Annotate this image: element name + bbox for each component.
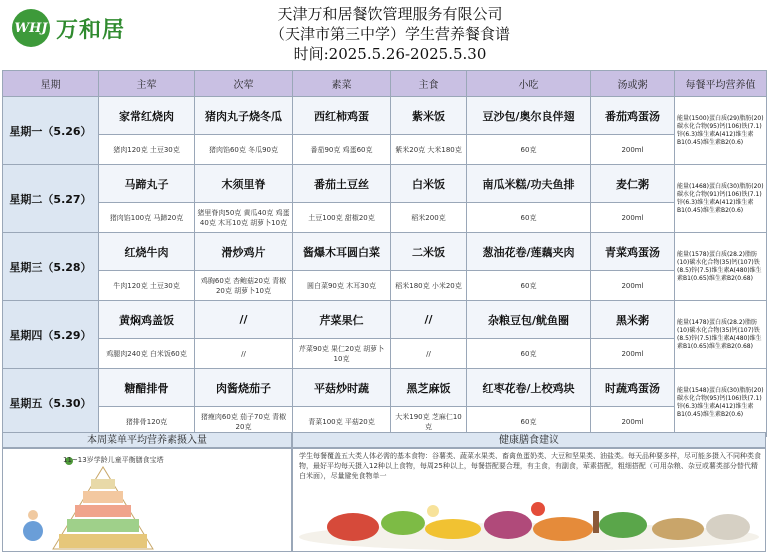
dish-vegetable: 番茄土豆丝	[293, 165, 391, 203]
dish-row	[3, 97, 767, 135]
qty-snack: 60克	[467, 135, 591, 165]
qty-snack: 60克	[467, 203, 591, 233]
quantity-row	[3, 135, 767, 165]
qty-staple: 稻米180克 小米20克	[391, 271, 467, 301]
dish-snack: 葱油花卷/莲藕夹肉	[467, 233, 591, 271]
weekday-cell: 星期五（5.30）	[3, 369, 99, 437]
qty-vegetable: 芹菜90克 果仁20克 胡萝卜10克	[293, 339, 391, 369]
page-header	[0, 0, 768, 70]
nutrition-cell: 能量(1478)蛋白质(28.2)脂肪(10)碳水化合物(35)钙(107)铁(8.5)锌(7.5)维生素A(480)维生素B1(0.65)维生素B2(0.68)	[675, 301, 767, 369]
date-range: 时间:2025.5.26-2025.5.30	[293, 45, 487, 63]
col-main-meat: 主荤	[99, 71, 195, 97]
dish-soup: 时蔬鸡蛋汤	[591, 369, 675, 407]
qty-soup: 200ml	[591, 271, 675, 301]
logo-mark: WHJ	[12, 9, 50, 47]
company-logo	[12, 8, 152, 48]
weekday-cell: 星期二（5.27）	[3, 165, 99, 233]
healthy-food-illustration	[293, 449, 765, 551]
qty-staple: 稻米200克	[391, 203, 467, 233]
col-second-meat: 次荤	[195, 71, 293, 97]
quantity-row	[3, 339, 767, 369]
dish-second-meat: 滑炒鸡片	[195, 233, 293, 271]
dish-soup: 黑米粥	[591, 301, 675, 339]
nutrition-cell: 能量(1500)蛋白质(29)脂肪(20)碳水化合物(95)钙(106)铁(7.1)锌(6.3)维生素A(412)维生素B1(0.45)维生素B2(0.6)	[675, 97, 767, 165]
dish-snack: 豆沙包/奥尔良伴翅	[467, 97, 591, 135]
title-block	[200, 4, 580, 64]
dish-row	[3, 233, 767, 271]
quantity-row	[3, 271, 767, 301]
qty-main-meat: 猪肉120克 土豆30克	[99, 135, 195, 165]
dish-vegetable: 西红柿鸡蛋	[293, 97, 391, 135]
qty-staple: 紫米20克 大米180克	[391, 135, 467, 165]
dish-main-meat: 糖醋排骨	[99, 369, 195, 407]
dish-staple: 二米饭	[391, 233, 467, 271]
qty-second-meat: //	[195, 339, 293, 369]
qty-second-meat: 鸡胸60克 杏鲍菇20克 青椒20克 胡萝卜10克	[195, 271, 293, 301]
qty-snack: 60克	[467, 407, 591, 437]
dish-snack: 杂粮豆包/鱿鱼圈	[467, 301, 591, 339]
qty-soup: 200ml	[591, 407, 675, 437]
dish-staple: 紫米饭	[391, 97, 467, 135]
dish-staple: 黑芝麻饭	[391, 369, 467, 407]
col-snack: 小吃	[467, 71, 591, 97]
qty-second-meat: 猪里脊肉50克 黄瓜40克 鸡蛋40克 木耳10克 胡萝卜10克	[195, 203, 293, 233]
nutrition-cell: 能量(1548)蛋白质(30)脂肪(20)碳水化合物(95)钙(106)铁(7.1)锌(6.3)维生素A(412)维生素B1(0.45)维生素B2(0.6)	[675, 369, 767, 437]
dish-vegetable: 平菇炒时蔬	[293, 369, 391, 407]
dish-main-meat: 马蹄丸子	[99, 165, 195, 203]
weekday-cell: 星期三（5.28）	[3, 233, 99, 301]
diet-advice-heading: 健康膳食建议	[292, 432, 766, 448]
col-soup: 汤或粥	[591, 71, 675, 97]
logo-text: 万和居	[56, 16, 126, 43]
qty-soup: 200ml	[591, 135, 675, 165]
qty-soup: 200ml	[591, 203, 675, 233]
company-title: 天津万和居餐饮管理服务有限公司	[277, 5, 503, 23]
nutrient-intake-heading: 本周菜单平均营养素摄入量	[2, 432, 292, 448]
dish-soup: 麦仁粥	[591, 165, 675, 203]
food-pyramid-panel	[2, 448, 292, 552]
weekday-cell: 星期四（5.29）	[3, 301, 99, 369]
qty-main-meat: 牛肉120克 土豆30克	[99, 271, 195, 301]
quantity-row	[3, 203, 767, 233]
qty-staple: //	[391, 339, 467, 369]
dish-staple: 白米饭	[391, 165, 467, 203]
dish-main-meat: 家常红烧肉	[99, 97, 195, 135]
dish-row	[3, 369, 767, 407]
dish-second-meat: //	[195, 301, 293, 339]
dish-soup: 番茄鸡蛋汤	[591, 97, 675, 135]
nutrition-cell: 能量(1578)蛋白质(28.2)脂肪(10)碳水化合物(35)钙(107)铁(8.5)锌(7.5)维生素A(480)维生素B1(0.65)维生素B2(0.68)	[675, 233, 767, 301]
qty-vegetable: 圆白菜90克 木耳30克	[293, 271, 391, 301]
dish-vegetable: 芹菜果仁	[293, 301, 391, 339]
qty-main-meat: 猪肉馅100克 马蹄20克	[99, 203, 195, 233]
dish-row	[3, 165, 767, 203]
col-weekday: 星期	[3, 71, 99, 97]
qty-staple: 大米190克 芝麻仁10克	[391, 407, 467, 437]
qty-vegetable: 土豆100克 甜椒20克	[293, 203, 391, 233]
header-row	[3, 71, 767, 97]
diet-advice-text: 学生每餐覆盖五大类人体必需的基本食物：谷薯类、蔬菜水果类、畜禽鱼蛋奶类、大豆和坚果类、油盐类。每天品种要多样，尽可能多摄入不同种类食物，最好平均每天摄入12种以上食物，每周25种以上，每餐搭配要合理，有主食，有副食，荤素搭配，粗细搭配（可用杂粮、杂豆或薯类部分替代精白米面），尽量避免食物单一	[299, 452, 761, 480]
qty-second-meat: 猪瘦肉60克 茄子70克 青椒20克	[195, 407, 293, 437]
qty-soup: 200ml	[591, 339, 675, 369]
nutrition-cell: 能量(1468)蛋白质(30)脂肪(20)碳水化合物(91)钙(106)铁(7.1)锌(6.3)维生素A(412)维生素B1(0.45)维生素B2(0.6)	[675, 165, 767, 233]
dish-staple: //	[391, 301, 467, 339]
qty-main-meat: 猪排骨120克	[99, 407, 195, 437]
qty-second-meat: 猪肉馅60克 冬瓜90克	[195, 135, 293, 165]
weekday-cell: 星期一（5.26）	[3, 97, 99, 165]
qty-snack: 60克	[467, 271, 591, 301]
menu-table	[2, 70, 767, 437]
qty-vegetable: 青菜100克 平菇20克	[293, 407, 391, 437]
col-nutrition: 每餐平均营养值	[675, 71, 767, 97]
col-staple: 主食	[391, 71, 467, 97]
dish-second-meat: 木须里脊	[195, 165, 293, 203]
qty-main-meat: 鸡腿肉240克 白米饭60克	[99, 339, 195, 369]
pyramid-title: 11~13岁学龄儿童平衡膳食宝塔	[63, 456, 164, 464]
qty-vegetable: 番茄90克 鸡蛋60克	[293, 135, 391, 165]
dish-vegetable: 酱爆木耳圆白菜	[293, 233, 391, 271]
dish-main-meat: 黄焖鸡盖饭	[99, 301, 195, 339]
dish-soup: 青菜鸡蛋汤	[591, 233, 675, 271]
dish-row	[3, 301, 767, 339]
menu-title: （天津市第三中学）学生营养餐食谱	[269, 25, 510, 43]
dish-main-meat: 红烧牛肉	[99, 233, 195, 271]
dish-snack: 南瓜米糕/功夫鱼排	[467, 165, 591, 203]
dish-snack: 红枣花卷/上校鸡块	[467, 369, 591, 407]
qty-snack: 60克	[467, 339, 591, 369]
diet-advice-panel	[292, 448, 766, 552]
col-vegetable: 素菜	[293, 71, 391, 97]
dish-second-meat: 猪肉丸子烧冬瓜	[195, 97, 293, 135]
dish-second-meat: 肉酱烧茄子	[195, 369, 293, 407]
